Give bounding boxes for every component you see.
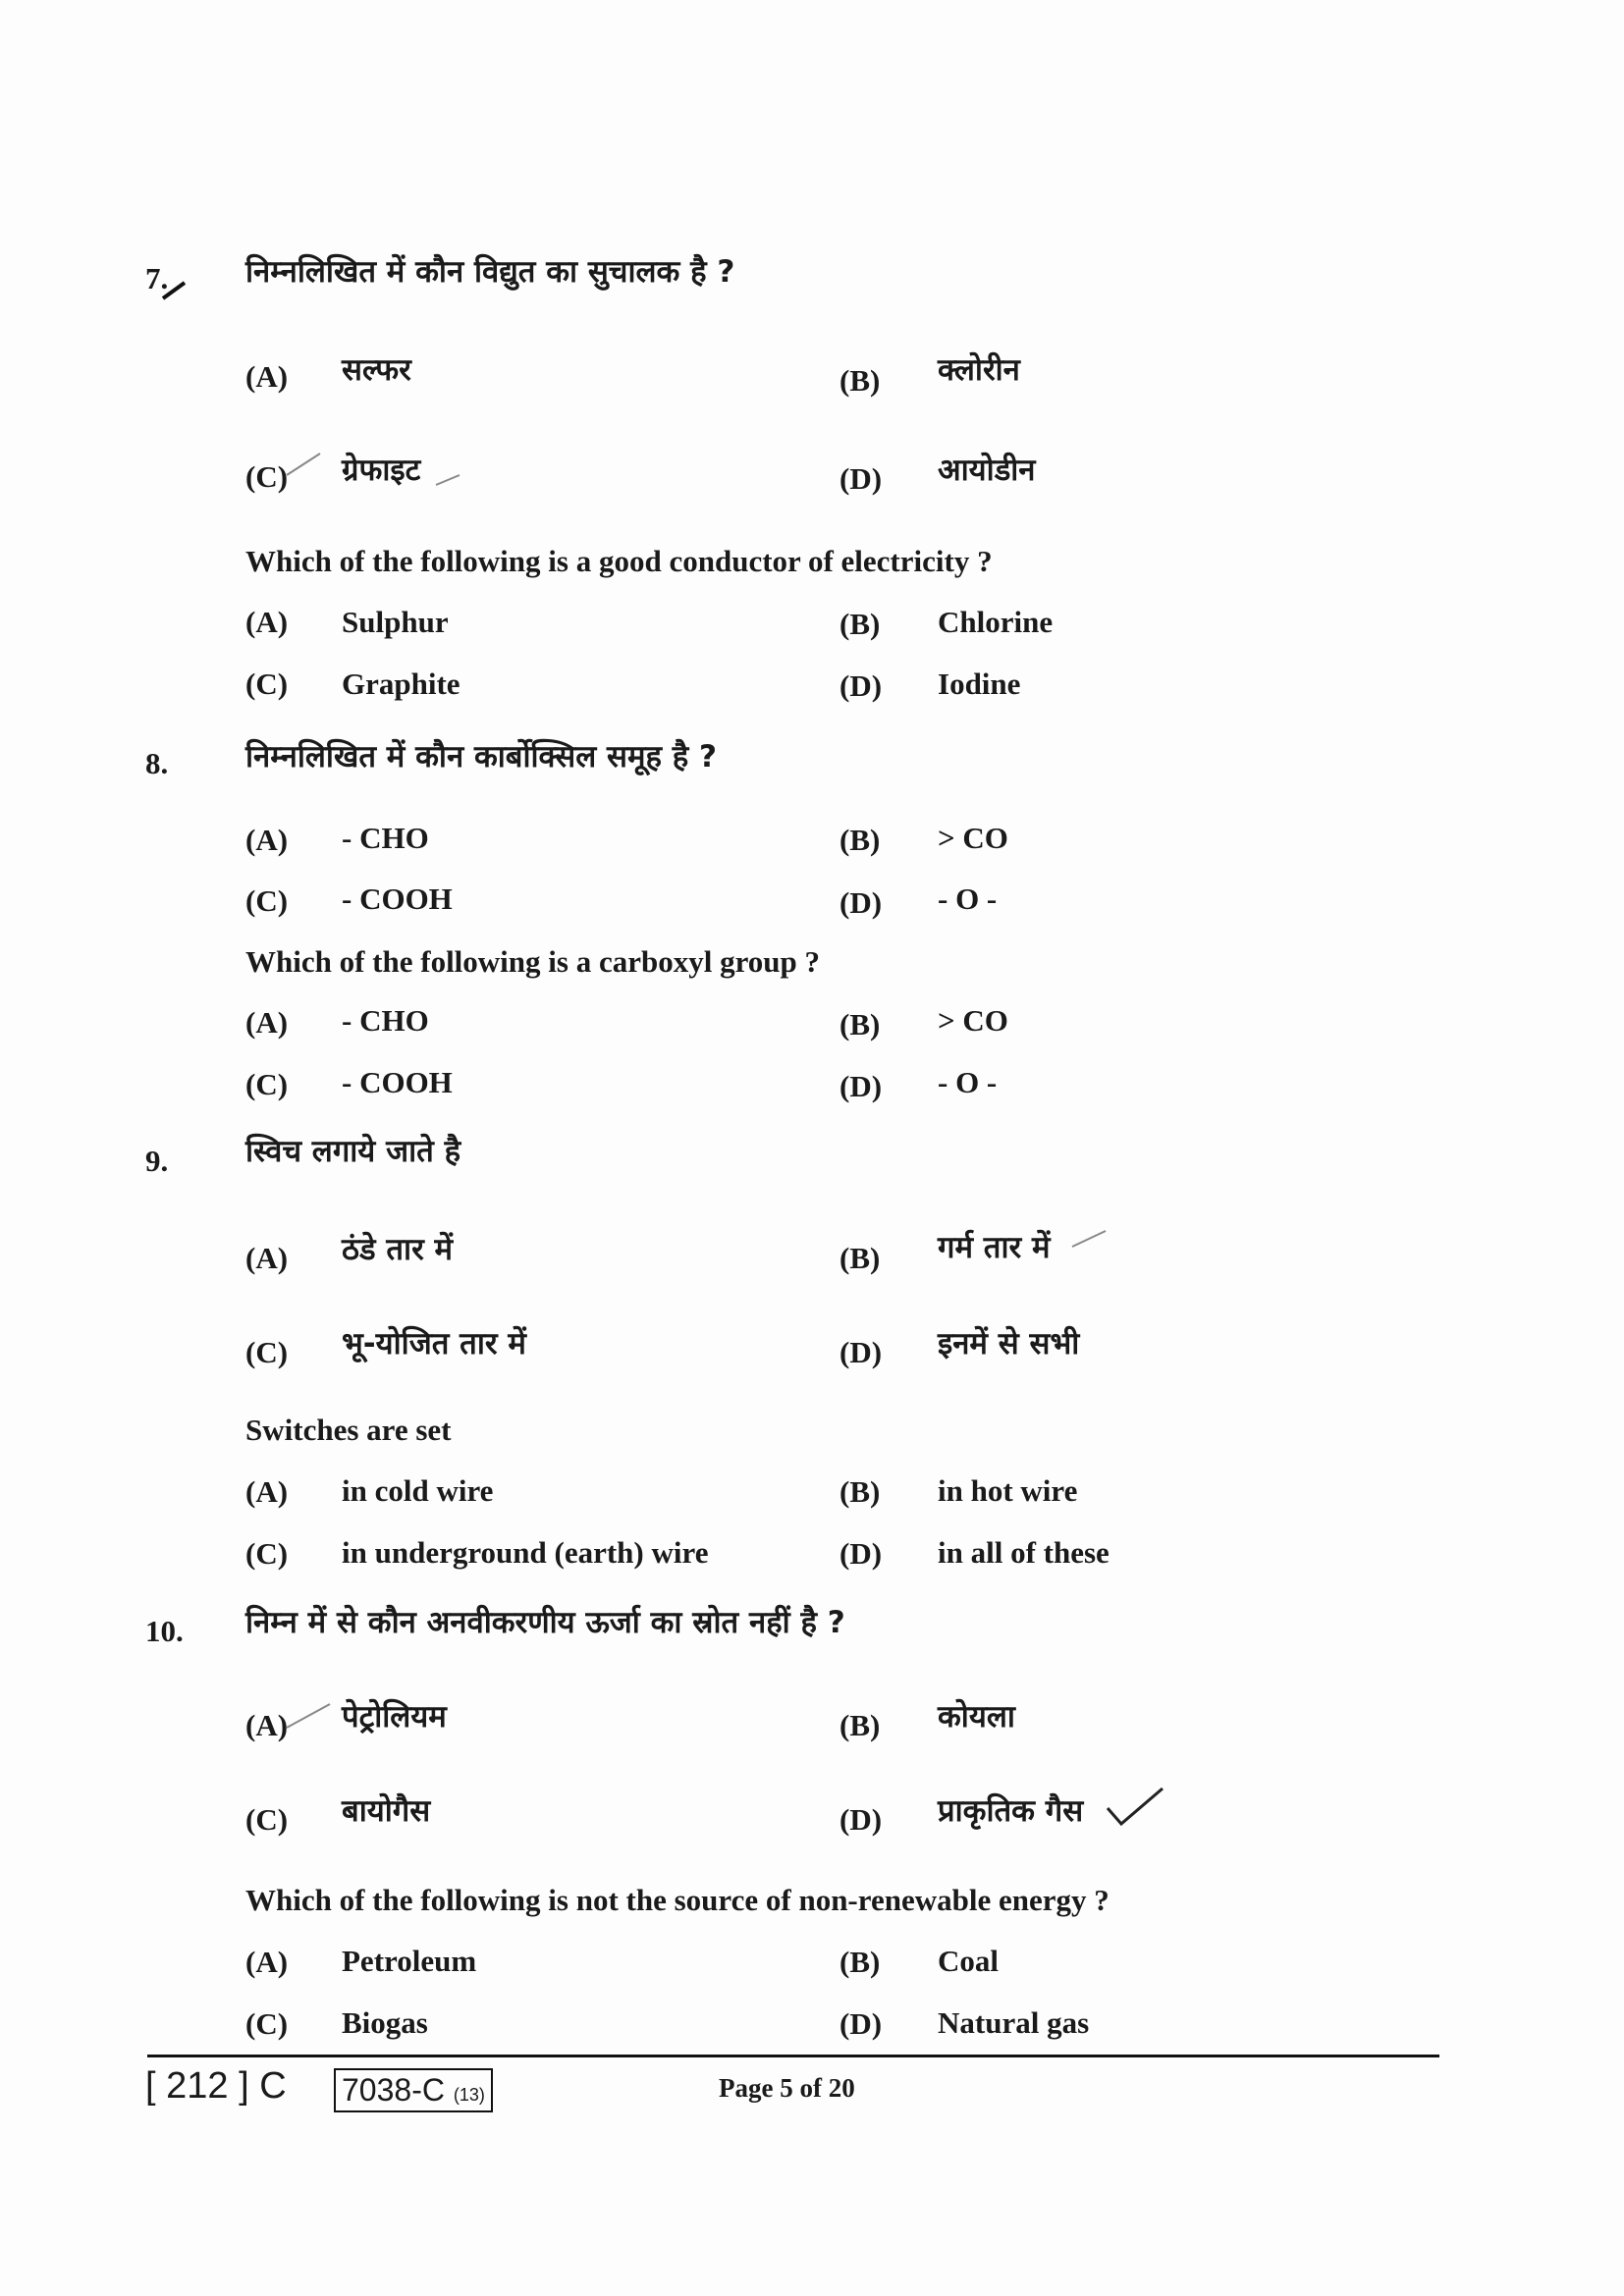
option-text: सल्फर	[342, 352, 411, 388]
option-label: (D)	[839, 1335, 883, 1369]
option-label: (D)	[839, 668, 883, 703]
option-label: (B)	[839, 1007, 881, 1041]
question-hindi: निम्न में से कौन अनवीकरणीय ऊर्जा का स्रोत नहीं है ?	[245, 1605, 845, 1640]
option-text: - CHO	[342, 821, 429, 855]
option-text: ठंडे तार में	[342, 1232, 454, 1267]
option-label: (A)	[245, 1005, 289, 1040]
footer-divider	[147, 2055, 1439, 2057]
option-text: ग्रेफाइट	[342, 453, 421, 488]
option-label: (C)	[245, 1067, 289, 1101]
footer-code-sub: (13)	[453, 2085, 485, 2105]
footer-paper-id: [ 212 ] C	[145, 2065, 287, 2107]
option-label: (C)	[245, 1802, 289, 1837]
option-text: - COOH	[342, 881, 453, 916]
option-text: in cold wire	[342, 1473, 494, 1508]
footer-code: 7038-C	[342, 2072, 445, 2108]
option-label: (B)	[839, 823, 881, 857]
option-text: बायोगैस	[342, 1793, 431, 1829]
option-label: (B)	[839, 607, 881, 641]
option-label: (A)	[245, 1474, 289, 1509]
option-label: (C)	[245, 1536, 289, 1571]
question-number: 7.	[145, 261, 169, 295]
tick-mark-icon	[1070, 1227, 1110, 1253]
option-text: - O -	[938, 881, 998, 916]
option-label: (D)	[839, 461, 883, 496]
option-text: आयोडीन	[938, 453, 1036, 488]
tick-mark-icon	[285, 450, 324, 479]
tick-mark-icon	[434, 469, 463, 489]
question-number: 9.	[145, 1144, 169, 1178]
option-text: Petroleum	[342, 1944, 477, 1978]
option-text: Coal	[938, 1944, 999, 1978]
option-label: (B)	[839, 1241, 881, 1275]
option-label: (B)	[839, 363, 881, 398]
option-label: (A)	[245, 605, 289, 639]
question-number: 8.	[145, 746, 169, 780]
option-text: in underground (earth) wire	[342, 1535, 709, 1570]
option-text: Chlorine	[938, 605, 1054, 639]
option-text: पेट्रोलियम	[342, 1699, 447, 1735]
option-text: इनमें से सभी	[938, 1326, 1080, 1362]
question-english: Switches are set	[245, 1413, 452, 1447]
option-text: > CO	[938, 821, 1008, 855]
option-text: - CHO	[342, 1003, 429, 1038]
question-english: Which of the following is a carboxyl group ?	[245, 944, 821, 979]
option-label: (A)	[245, 1945, 289, 1979]
option-label: (D)	[839, 2006, 883, 2041]
option-label: (C)	[245, 459, 289, 494]
option-text: in all of these	[938, 1535, 1110, 1570]
option-label: (A)	[245, 359, 289, 394]
pen-mark-icon	[159, 277, 189, 302]
option-text: in hot wire	[938, 1473, 1078, 1508]
option-text: भू-योजित तार में	[342, 1326, 526, 1362]
option-text: प्राकृतिक गैस	[938, 1793, 1084, 1829]
option-text: Biogas	[342, 2005, 428, 2040]
tick-mark-icon	[1104, 1785, 1166, 1832]
page-number: Page 5 of 20	[719, 2073, 855, 2103]
question-hindi: निम्नलिखित में कौन कार्बोक्सिल समूह है ?	[245, 739, 718, 774]
option-label: (C)	[245, 2006, 289, 2041]
option-label: (B)	[839, 1708, 881, 1742]
option-label: (B)	[839, 1474, 881, 1509]
option-label: (D)	[839, 1802, 883, 1837]
option-text: Sulphur	[342, 605, 449, 639]
question-number: 10.	[145, 1614, 184, 1648]
footer-code-box	[334, 2068, 493, 2112]
option-label: (A)	[245, 1708, 289, 1742]
option-text: - O -	[938, 1065, 998, 1099]
option-text: - COOH	[342, 1065, 453, 1099]
option-label: (D)	[839, 1069, 883, 1103]
tick-mark-icon	[285, 1698, 334, 1732]
option-text: Natural gas	[938, 2005, 1090, 2040]
option-label: (D)	[839, 885, 883, 920]
option-label: (C)	[245, 883, 289, 918]
option-text: > CO	[938, 1003, 1008, 1038]
option-label: (A)	[245, 823, 289, 857]
question-hindi: स्विच लगाये जाते है	[245, 1134, 461, 1169]
option-text: गर्म तार में	[938, 1230, 1051, 1265]
option-label: (C)	[245, 1335, 289, 1369]
option-text: Iodine	[938, 667, 1021, 701]
option-text: क्लोरीन	[938, 352, 1020, 388]
option-label: (A)	[245, 1241, 289, 1275]
option-label: (D)	[839, 1536, 883, 1571]
question-english: Which of the following is not the source of non-renewable energy ?	[245, 1883, 1110, 1917]
option-label: (B)	[839, 1945, 881, 1979]
question-hindi: निम्नलिखित में कौन विद्युत का सुचालक है ?	[245, 254, 735, 290]
option-text: कोयला	[938, 1699, 1015, 1735]
question-english: Which of the following is a good conductor of electricity ?	[245, 544, 993, 578]
option-label: (C)	[245, 667, 289, 701]
option-text: Graphite	[342, 667, 460, 701]
